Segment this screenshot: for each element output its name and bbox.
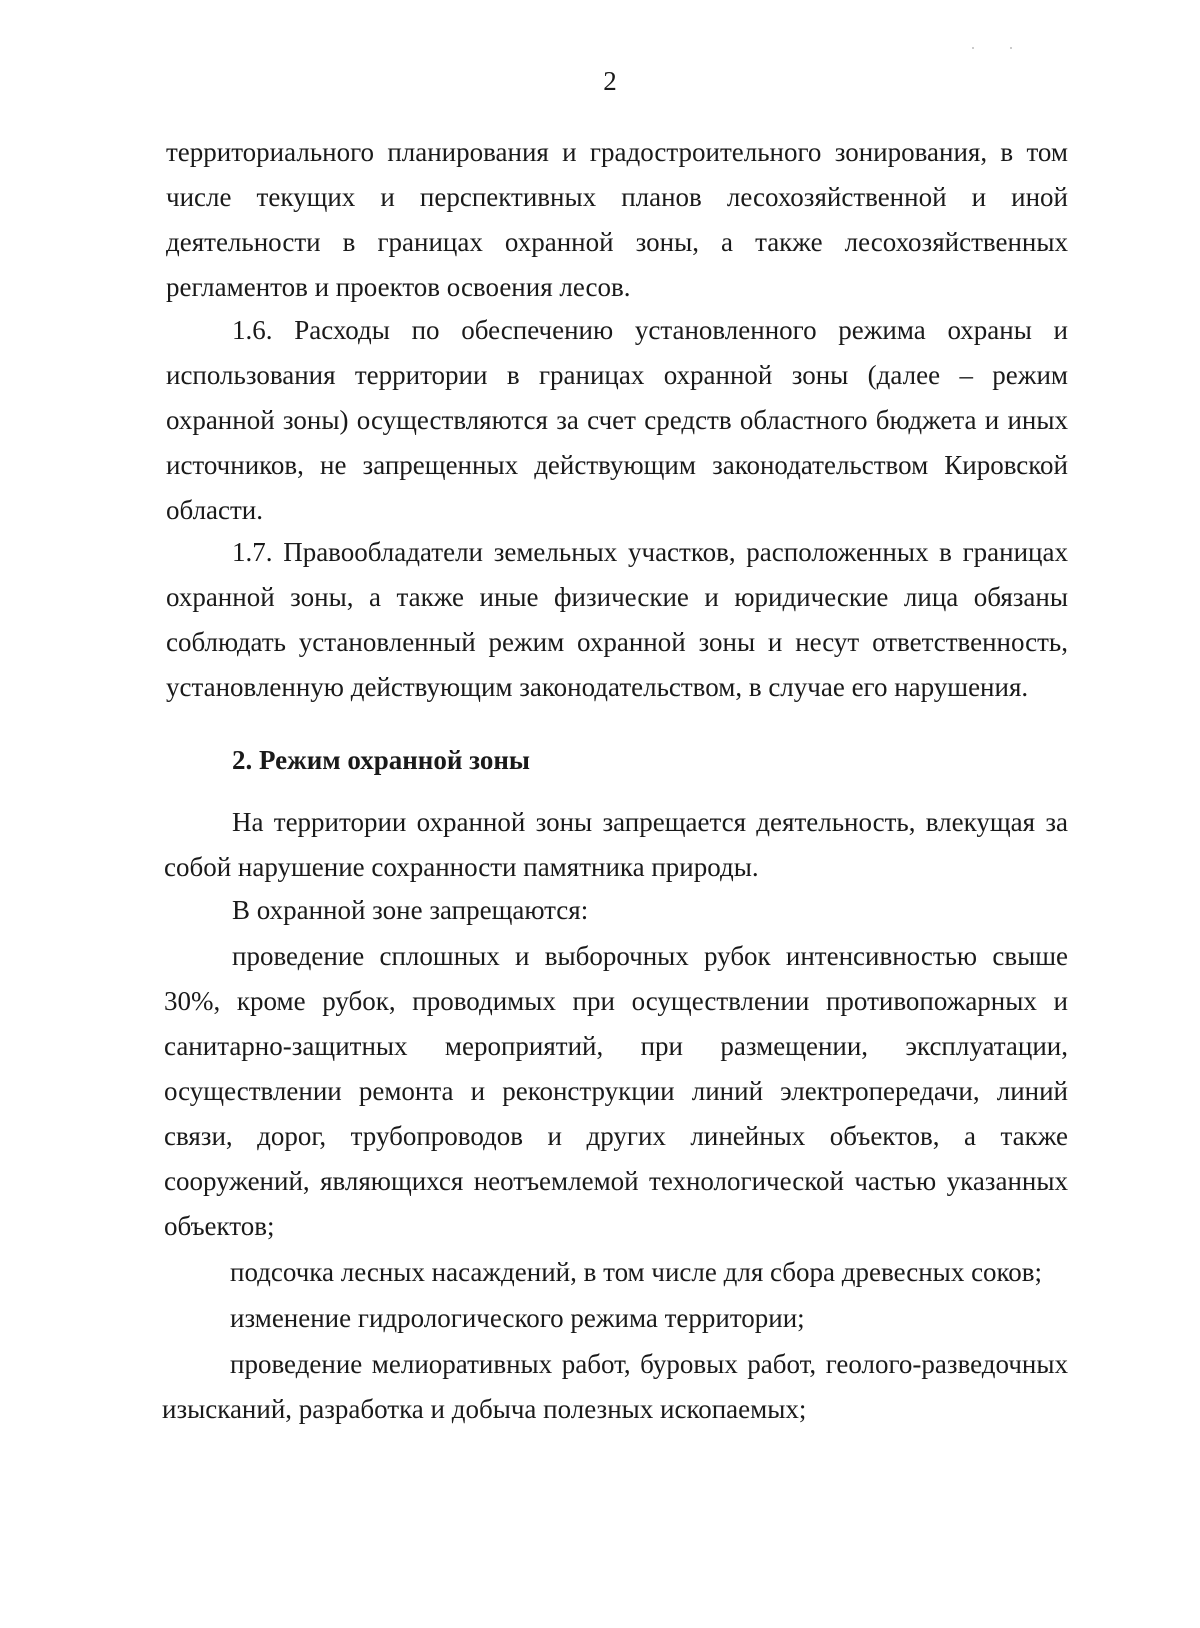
paragraph-continuation: территориального планирования и градостроительного зонирования, в том числе текущих и перспективных планов лесохозяйственной и иной деятельности в границах охранной зоны, а также лесохозяйственных регламентов и проектов освоения лесов.: [166, 137, 1068, 302]
page-number: 2: [603, 66, 617, 96]
scan-speck: [972, 47, 974, 49]
list-item-works: проведение мелиоративных работ, буровых работ, геолого-разведочных изысканий, разработка и добыча полезных ископаемых;: [162, 1349, 1068, 1424]
list-item-tapping: подсочка лесных насаждений, в том числе для сбора древесных соков;: [230, 1257, 1043, 1287]
paragraph-1-6: 1.6. Расходы по обеспечению установленного режима охраны и использования территории в границах охранной зоны (далее – режим охранной зоны) осуществляются за счет средств областного бюджета и иных источников, не запрещенных действующим законодательством Кировской области.: [166, 315, 1068, 525]
list-item-hydrology: изменение гидрологического режима территории;: [230, 1303, 805, 1333]
paragraph-1-7: 1.7. Правообладатели земельных участков, расположенных в границах охранной зоны, а также иные физические и юридические лица обязаны соблюдать установленный режим охранной зоны и несут ответственность, установленную действующим законодательством, в случае его нарушения.: [166, 537, 1068, 702]
scan-speck: [1010, 47, 1012, 49]
paragraph-territory: На территории охранной зоны запрещается деятельность, влекущая за собой нарушение сохранности памятника природы.: [164, 807, 1068, 882]
list-item-cutting: проведение сплошных и выборочных рубок интенсивностью свыше 30%, кроме рубок, проводимых при осуществлении противопожарных и санитарно-защитных мероприятий, при размещении, эксплуатации, осуществлении ремонта и реконструкции линий электропередачи, линий связи, дорог, трубопроводов и других линейных объектов, а также сооружений, являющихся неотъемлемой технологической частью указанных объектов;: [164, 941, 1068, 1241]
section-2-heading: 2. Режим охранной зоны: [232, 745, 530, 775]
paragraph-prohibited-intro: В охранной зоне запрещаются:: [232, 895, 589, 925]
